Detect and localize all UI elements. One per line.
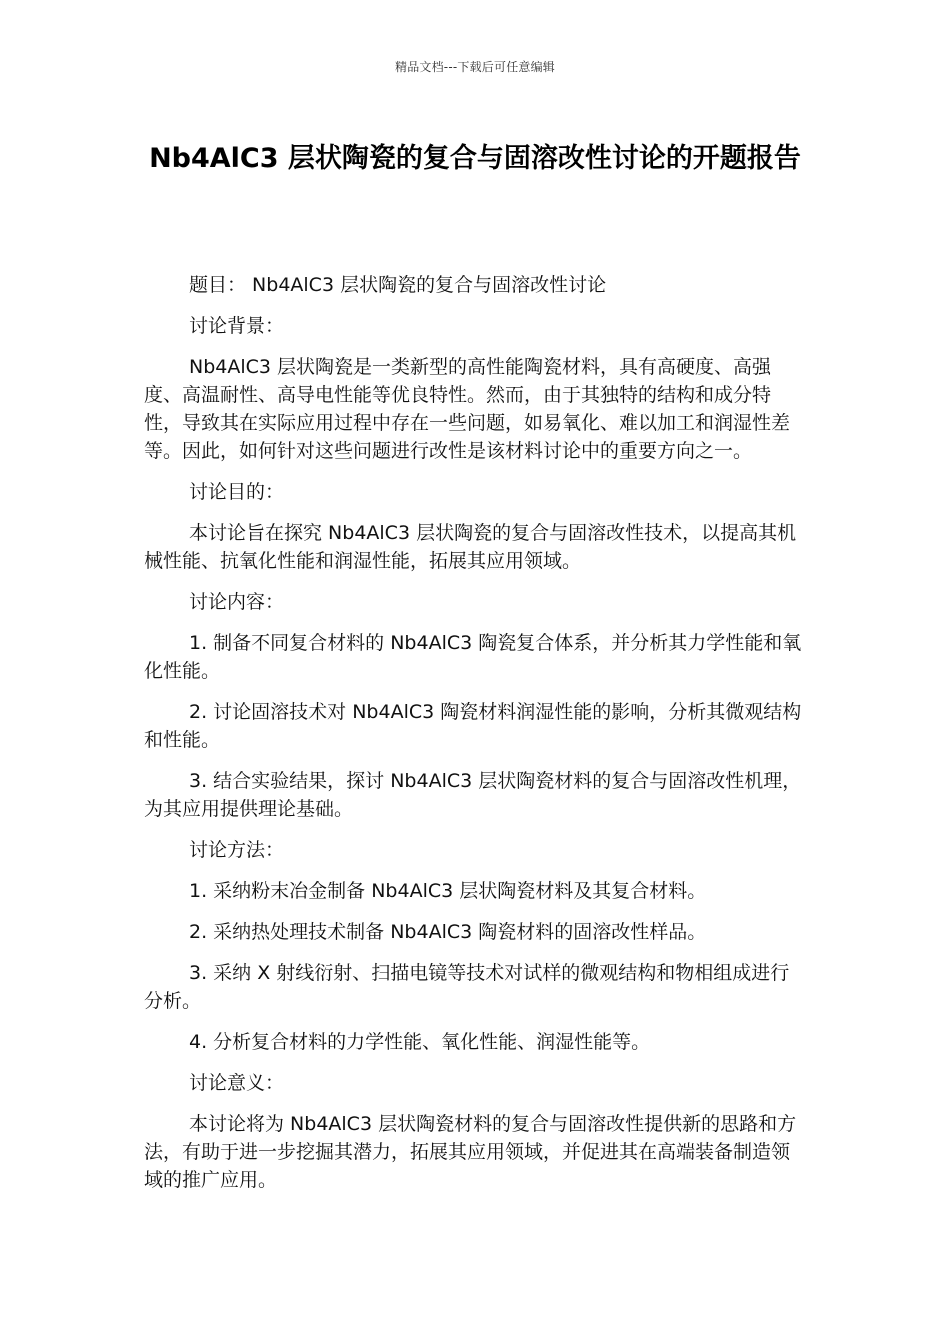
- method-item-1: 1. 采纳粉末冶金制备 Nb4AlC3 层状陶瓷材料及其复合材料。: [189, 880, 707, 902]
- section-heading-methods: 讨论方法：: [189, 839, 285, 861]
- content-item-1: 1. 制备不同复合材料的 Nb4AlC3 陶瓷复合体系，并分析其力学性能和氧化性能。: [144, 632, 802, 682]
- method-item-4: 4. 分析复合材料的力学性能、氧化性能、润湿性能等。: [189, 1031, 651, 1053]
- content-item-3: 3. 结合实验结果，探讨 Nb4AlC3 层状陶瓷材料的复合与固溶改性机理，为其应用提供理论基础。: [144, 770, 802, 820]
- section-heading-significance: 讨论意义：: [189, 1072, 285, 1094]
- significance-paragraph: 本讨论将为 Nb4AlC3 层状陶瓷材料的复合与固溶改性提供新的思路和方法，有助于进一步挖掘其潜力，拓展其应用领域，并促进其在高端装备制造领域的推广应用。: [144, 1113, 797, 1191]
- background-paragraph: Nb4AlC3 层状陶瓷是一类新型的高性能陶瓷材料，具有高硬度、高强度、高温耐性、高导电性能等优良特性。然而，由于其独特的结构和成分特性，导致其在实际应用过程中存在一些问题，如易氧化、难以加工和润湿性差等。因此，如何针对这些问题进行改性是该材料讨论中的重要方向之一。: [144, 356, 791, 462]
- method-item-2: 2. 采纳热处理技术制备 Nb4AlC3 陶瓷材料的固溶改性样品。: [189, 921, 707, 943]
- method-item-3: 3. 采纳 X 射线衍射、扫描电镜等技术对试样的微观结构和物相组成进行分析。: [144, 962, 790, 1012]
- page-header: 精品文档---下载后可任意编辑: [395, 60, 555, 74]
- topic-line: 题目： Nb4AlC3 层状陶瓷的复合与固溶改性讨论: [189, 274, 607, 296]
- document-title: Nb4AlC3 层状陶瓷的复合与固溶改性讨论的开题报告: [149, 143, 801, 174]
- section-heading-background: 讨论背景：: [189, 315, 285, 337]
- document-body: [144, 271, 806, 1207]
- purpose-paragraph: 本讨论旨在探究 Nb4AlC3 层状陶瓷的复合与固溶改性技术，以提高其机械性能、抗氧化性能和润湿性能，拓展其应用领域。: [144, 522, 797, 572]
- section-heading-content: 讨论内容：: [189, 591, 285, 613]
- content-item-2: 2. 讨论固溶技术对 Nb4AlC3 陶瓷材料润湿性能的影响，分析其微观结构和性能。: [144, 701, 802, 751]
- section-heading-purpose: 讨论目的：: [189, 481, 285, 503]
